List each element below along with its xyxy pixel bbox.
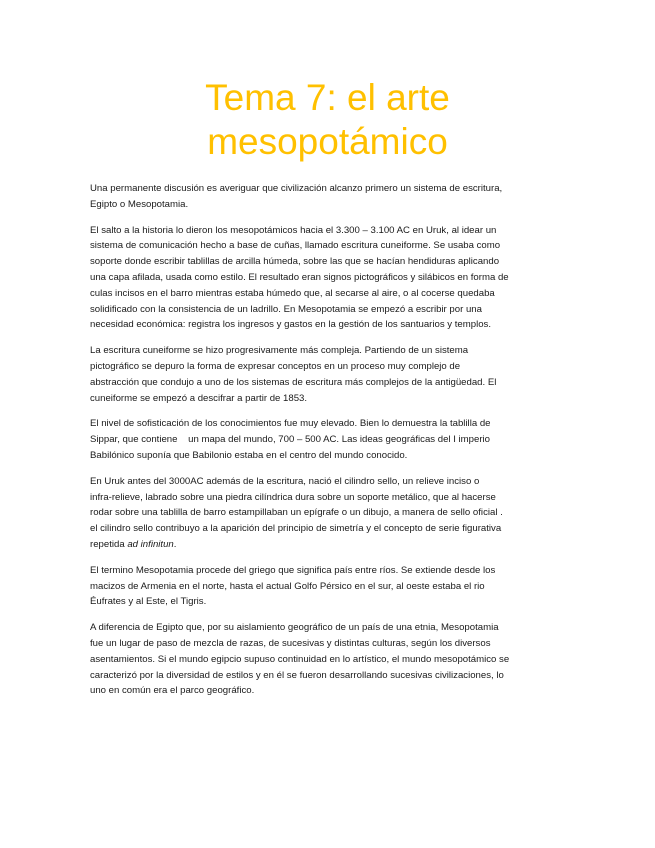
paragraph-5 xyxy=(90,474,568,553)
text-line: Una permanente discusión es averiguar que civilización alcanzo primero un sistema de escritura, xyxy=(90,183,503,194)
title-line-2: mesopotámico xyxy=(207,121,448,162)
text-line: Éufrates y al Este, el Tigris. xyxy=(90,596,207,608)
text-line: cuneiforme se empezó a descifrar a partir de 1853. xyxy=(90,392,308,404)
page-title xyxy=(90,76,565,164)
italic-term: ad infinitun xyxy=(127,538,174,550)
text-line-mixed xyxy=(90,537,568,553)
text-line: macizos de Armenia en el norte, hasta el actual Golfo Pérsico en el sur, al oeste estaba el rio xyxy=(90,580,485,592)
text-line: La escritura cuneiforme se hizo progresivamente más compleja. Partiendo de un sistema xyxy=(90,345,469,357)
text-line: Babilónico suponía que Babilonio estaba en el centro del mundo conocido. xyxy=(90,449,408,461)
text-line: culas incisos en el barro mientras estaba húmedo que, al secarse al aire, o al cocerse quedaba xyxy=(90,287,495,299)
paragraph-7 xyxy=(90,620,568,699)
text-line: rodar sobre una tablilla de barro estampillaban un epígrafe o un dibujo, a manera de sello oficial . xyxy=(90,507,503,519)
text-line: uno en común era el parco geográfico. xyxy=(90,685,255,697)
text-line: infra-relieve, labrado sobre una piedra cilíndrica dura sobre un soporte metálico, que al hacerse xyxy=(90,491,496,503)
text-line: el cilindro sello contribuyo a la aparición del principio de simetría y el concepto de serie figurativa xyxy=(90,523,502,535)
text-line: solidificado con la consistencia de un ladrillo. En Mesopotamia se empezó a escribir por una xyxy=(90,303,482,315)
text-line: En Uruk antes del 3000AC además de la escritura, nació el cilindro sello, un relieve inciso o xyxy=(90,475,480,487)
text-line: abstracción que condujo a uno de los sistemas de escritura más complejos de la antigüedad. El xyxy=(90,376,497,388)
text-line: necesidad económica: registra los ingresos y gastos en la gestión de los santuarios y templos. xyxy=(90,319,492,331)
text-line: soporte donde escribir tablillas de arcilla húmeda, sobre las que se hacían hendiduras aplicando xyxy=(90,256,500,268)
text-line: caracterizó por la diversidad de estilos y en él se fueron desarrollando sucesivas civilizaciones, lo xyxy=(90,669,504,681)
text-fragment: repetida xyxy=(90,538,128,550)
text-line: El salto a la historia lo dieron los mesopotámicos hacia el 3.300 – 3.100 AC en Uruk, al idear un xyxy=(90,224,497,236)
text-line: Egipto o Mesopotamia. xyxy=(90,198,189,210)
text-line: El termino Mesopotamia procede del griego que significa país entre ríos. Se extiende desde los xyxy=(90,564,496,576)
text-line: El nivel de sofisticación de los conocimientos fue muy elevado. Bien lo demuestra la tablilla de xyxy=(90,418,491,430)
title-line-1: Tema 7: el arte xyxy=(205,77,450,118)
text-line: fue un lugar de paso de mezcla de razas, de sucesivas y distintas culturas, según los diversos xyxy=(90,637,491,649)
text-line: una capa afilada, usada como estilo. El resultado eran signos pictográficos y silábicos en forma de xyxy=(90,271,509,283)
text-line: asentamientos. Si el mundo egipcio supuso continuidad en lo artístico, el mundo mesopotámico se xyxy=(90,653,510,665)
text-fragment: . xyxy=(173,538,177,550)
paragraph-6 xyxy=(90,563,568,610)
paragraph-3 xyxy=(90,343,568,406)
paragraph-1 xyxy=(90,181,568,213)
text-line: sistema de comunicación hecho a base de cuñas, llamado escritura cuneiforme. Se usaba como xyxy=(90,240,501,252)
document-body xyxy=(90,181,568,709)
text-line: pictográfico se depuro la forma de expresar conceptos en un proceso muy complejo de xyxy=(90,360,461,372)
paragraph-2 xyxy=(90,223,568,334)
text-line: Sippar, que contiene un mapa del mundo, 700 – 500 AC. Las ideas geográficas del I imperio xyxy=(90,434,490,446)
paragraph-4 xyxy=(90,416,568,463)
text-line: A diferencia de Egipto que, por su aislamiento geográfico de un país de una etnia, Mesopotamia xyxy=(90,622,499,634)
